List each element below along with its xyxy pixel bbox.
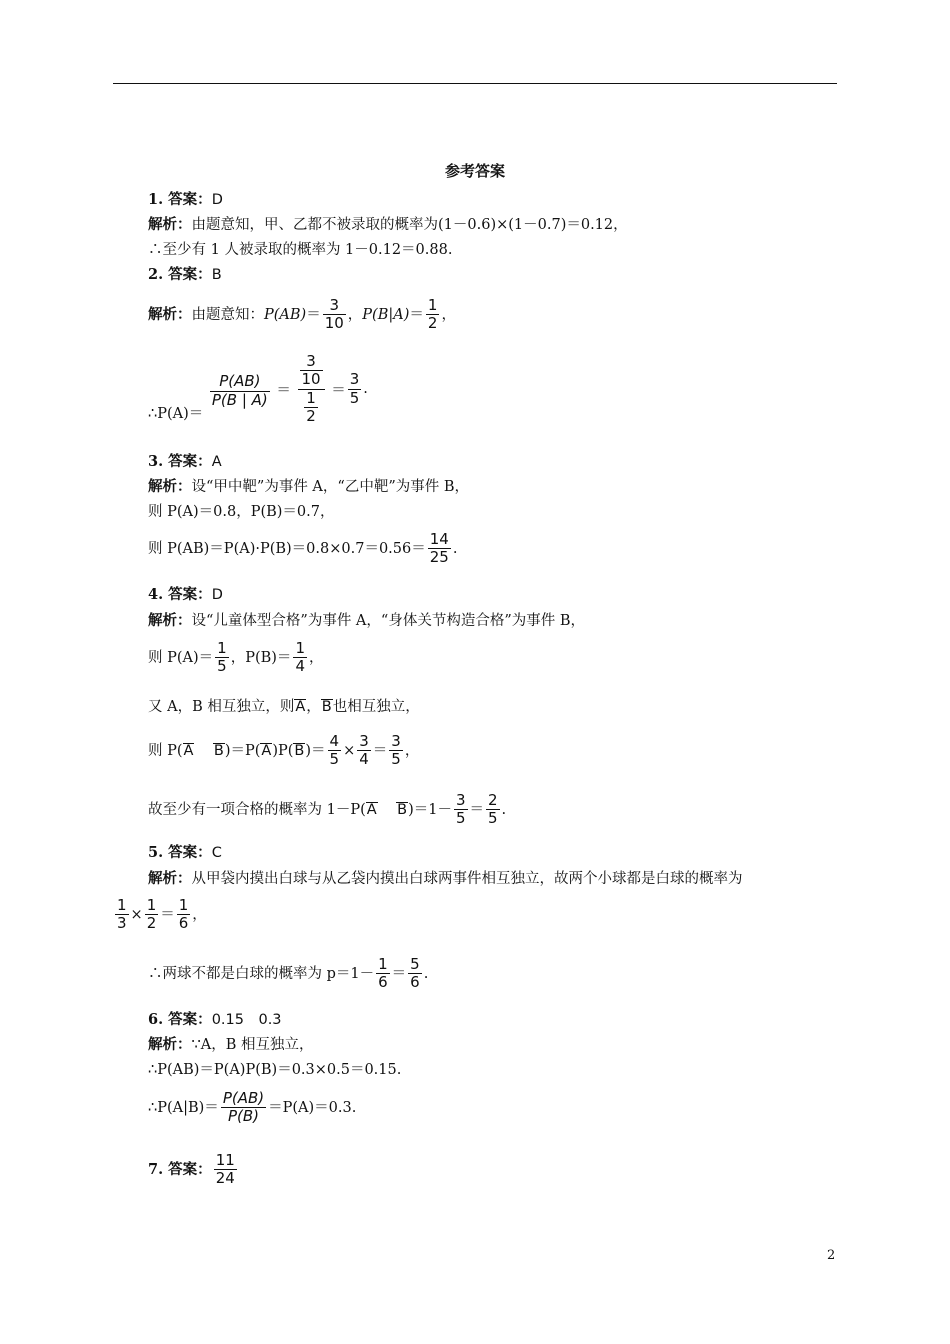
fraction: $\frac{3}{5}$ [349,370,360,407]
explanation-4-line5: 故至少有一项合格的概率为 1－P(A B)＝1－ $\frac{3}{5}$ ＝ $\frac{2}{5}$ . [148,791,507,828]
explanation-3: 解析：设“甲中靶”为事件 A，“乙中靶”为事件 B， [148,478,469,495]
explanation-3-line3: 则 P(AB)＝P(A)·P(B)＝0.8×0.7＝0.56＝ $\frac{14}{25}$ . [148,530,458,567]
fraction: $\frac{1}{2}$ [146,896,157,933]
compound-fraction: $\frac{\frac{3}{10}}{\frac{1}{2}}$ [298,353,325,425]
fraction: $\frac{1}{6}$ [378,955,388,992]
fraction: $\frac{P(AB)}{P(B)}$ [222,1089,265,1126]
fraction: $\frac{3}{5}$ [391,732,401,769]
answer-5: 5. 答案：C [148,844,222,861]
fraction: $\frac{4}{5}$ [329,732,340,769]
fraction: $\frac{1}{4}$ [295,639,305,676]
answer-6: 6. 答案：0.15 0.3 [148,1011,282,1028]
fraction: $\frac{14}{25}$ [429,530,449,567]
answer-4: 4. 答案：D [148,586,223,603]
explanation-4: 解析：设“儿童体型合格”为事件 A，“身体关节构造合格”为事件 B， [148,612,585,629]
explanation-2: 解析：由题意知：P(AB)＝ $\frac{3}{10}$ ，P(B|A)＝ $\frac{1}{2}$ ， [148,296,456,333]
explanation-6-line2: ∴P(AB)＝P(A)P(B)＝0.3×0.5＝0.15. [148,1062,402,1078]
explanation-4-line3: 又 A，B 相互独立，则A，B也相互独立， [148,699,420,715]
fraction: $\frac{3}{5}$ [455,791,466,828]
answer-3: 3. 答案：A [148,453,222,470]
fraction: $\frac{1}{5}$ [217,639,227,676]
explanation-3-line2: 则 P(A)＝0.8，P(B)＝0.7， [148,504,335,520]
fraction: $\frac{11}{24}$ [215,1151,235,1188]
fraction: $\frac{1}{6}$ [178,896,189,933]
fraction: $\frac{1}{2}$ [427,296,438,333]
formula-2: ∴P(A)＝ $\frac{P(AB)}{P(B | A)}$ ＝ $\frac{\frac{3}{10}}{\frac{1}{2}}$ ＝ $\frac{3}{5}$ . [148,352,368,425]
fraction: $\frac{2}{5}$ [488,791,498,828]
fraction: $\frac{5}{6}$ [410,955,420,992]
answer-1: 1. 答案：D [148,191,223,208]
fraction: $\frac{3}{4}$ [359,732,369,769]
answer-7: 7. 答案： $\frac{11}{24}$ [148,1151,235,1188]
fraction: $\frac{3}{10}$ [324,296,344,333]
header-rule [113,83,837,84]
fraction: $\frac{P(AB)}{P(B | A)}$ [211,372,268,409]
page-title: 参考答案 [444,162,505,180]
answer-2: 2. 答案：B [148,266,222,283]
explanation-6: 解析：∵A，B 相互独立， [148,1036,314,1053]
conclusion-5: ∴两球不都是白球的概率为 p＝1－ $\frac{1}{6}$ ＝ $\frac{5}{6}$ . [148,955,429,992]
fraction: $\frac{1}{3}$ [117,896,127,933]
explanation-4-line4: 则 P(A B)＝P(A)P(B)＝ $\frac{4}{5}$ × $\frac{3}{4}$ ＝ $\frac{3}{5}$ ， [148,732,420,769]
conclusion-1: ∴至少有 1 人被录取的概率为 1－0.12＝0.88. [148,242,453,258]
explanation-5-line2: $\frac{1}{3}$ × $\frac{1}{2}$ ＝ $\frac{1}{6}$ ， [117,896,207,933]
explanation-1: 解析：由题意知，甲、乙都不被录取的概率为(1－0.6)×(1－0.7)＝0.12， [148,216,628,233]
explanation-5: 解析：从甲袋内摸出白球与从乙袋内摸出白球两事件相互独立，故两个小球都是白球的概率为 [148,870,743,887]
explanation-6-line3: ∴P(A|B)＝ $\frac{P(AB)}{P(B)}$ ＝P(A)＝0.3. [148,1089,357,1126]
page-number: 2 [827,1248,836,1263]
explanation-4-line2: 则 P(A)＝ $\frac{1}{5}$ ，P(B)＝ $\frac{1}{4}$ ， [148,639,324,676]
